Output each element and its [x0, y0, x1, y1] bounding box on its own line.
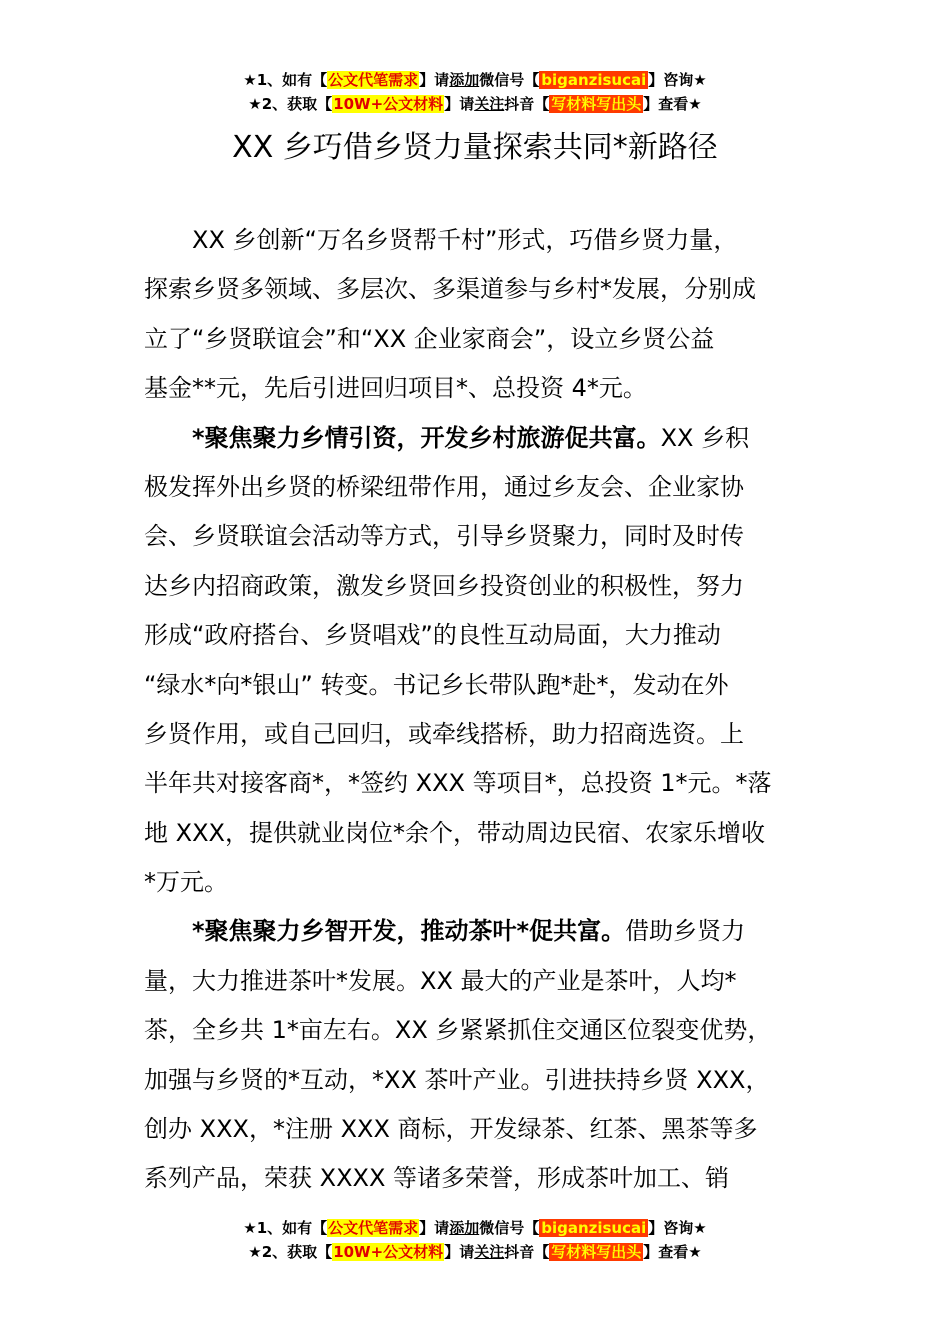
text-span: 借助乡贤力 [625, 917, 746, 946]
text-line: 乡贤作用，或自己回归，或牵线搭桥，助力招商选资。上 [144, 719, 744, 748]
banner-text: 抖音【 [504, 95, 550, 113]
text-line: 探索乡贤多领域、多层次、多渠道参与乡村*发展，分别成 [144, 275, 756, 304]
banner-text: 抖音【 [504, 1243, 550, 1261]
text-line: 加强与乡贤的*互动，*XX 茶叶产业。引进扶持乡贤 XXX， [144, 1065, 770, 1094]
text-line: “绿水*向*银山” 转变。书记乡长带队跑*赴*，发动在外 [144, 670, 729, 699]
banner-underlined-text: 添加 [449, 71, 480, 89]
banner-line-2 [0, 92, 950, 116]
text-line: 系列产品，荣获 XXXX 等诸多荣誉，形成茶叶加工、销 [144, 1164, 730, 1193]
banner-text: ★2、获取【 [248, 1243, 333, 1261]
banner-text: 】请 [444, 95, 475, 113]
banner-text: 微信号【 [479, 1219, 540, 1237]
top-banner [0, 68, 950, 116]
text-line: 立了“乡贤联谊会”和“XX 企业家商会”，设立乡贤公益 [144, 324, 715, 353]
text-line: 茶，全乡共 1*亩左右。XX 乡紧紧抓住交通区位裂变优势， [144, 1016, 772, 1045]
text-line: 达乡内招商政策，激发乡贤回乡投资创业的积极性，努力 [144, 571, 744, 600]
banner-text: 】请 [444, 1243, 475, 1261]
text-line: 地 XXX，提供就业岗位*余个，带动周边民宿、农家乐增收 [144, 818, 765, 847]
text-line: 形成“政府搭台、乡贤唱戏”的良性互动局面，大力推动 [144, 621, 721, 650]
paragraph-3 [144, 907, 810, 1203]
banner-text: 微信号【 [479, 71, 540, 89]
paragraph-1 [144, 216, 810, 414]
document-body [144, 216, 810, 1204]
banner-text: 】查看★ [643, 95, 702, 113]
text-line: 创办 XXX，*注册 XXX 商标，开发绿茶、红茶、黑茶等多 [144, 1115, 758, 1144]
banner-line-2 [0, 1240, 950, 1264]
banner-highlight: 10W+公文材料 [333, 95, 444, 113]
text-line: 极发挥外出乡贤的桥梁纽带作用，通过乡友会、企业家协 [144, 472, 744, 501]
banner-text: ★1、如有【 [243, 71, 328, 89]
banner-line-1 [0, 68, 950, 92]
banner-highlight: 公文代笔需求 [328, 1219, 419, 1237]
text-line: XX 乡创新“万名乡贤帮千村”形式，巧借乡贤力量， [192, 226, 738, 254]
banner-text: 】咨询★ [648, 71, 707, 89]
text-line [144, 907, 810, 956]
banner-text: 】查看★ [643, 1243, 702, 1261]
section-heading: *聚焦聚力乡情引资，开发乡村旅游促共富。 [192, 423, 661, 452]
banner-text: 】请 [419, 71, 450, 89]
banner-highlight: 10W+公文材料 [333, 1243, 444, 1261]
banner-douyin-id: 写材料写出头 [551, 95, 642, 113]
banner-text: 】咨询★ [648, 1219, 707, 1237]
text-span: XX 乡积 [660, 423, 750, 452]
banner-text: 】请 [419, 1219, 450, 1237]
banner-text: ★1、如有【 [243, 1219, 328, 1237]
bottom-banner [0, 1216, 950, 1264]
text-line: 会、乡贤联谊会活动等方式，引导乡贤聚力，同时及时传 [144, 522, 744, 551]
paragraph-2 [144, 414, 810, 908]
text-line: *万元。 [144, 868, 228, 897]
banner-douyin-id: 写材料写出头 [551, 1243, 642, 1261]
document-title: XX 乡巧借乡贤力量探索共同*新路径 [232, 130, 718, 165]
text-line: 量，大力推进茶叶*发展。XX 最大的产业是茶叶，人均* [144, 966, 737, 995]
banner-text: ★2、获取【 [248, 95, 333, 113]
text-line: 基金**元，先后引进回归项目*、总投资 4*元。 [144, 374, 647, 403]
section-heading: *聚焦聚力乡智开发，推动茶叶*促共富。 [192, 917, 626, 946]
banner-underlined-text: 关注 [474, 1243, 505, 1261]
banner-highlight: 公文代笔需求 [328, 71, 419, 89]
banner-wechat-id: biganzisucai [541, 71, 647, 89]
banner-line-1 [0, 1216, 950, 1240]
banner-underlined-text: 添加 [449, 1219, 480, 1237]
banner-underlined-text: 关注 [474, 95, 505, 113]
text-line: 半年共对接客商*，*签约 XXX 等项目*，总投资 1*元。*落 [144, 769, 772, 798]
text-line [144, 414, 810, 463]
banner-wechat-id: biganzisucai [541, 1219, 647, 1237]
